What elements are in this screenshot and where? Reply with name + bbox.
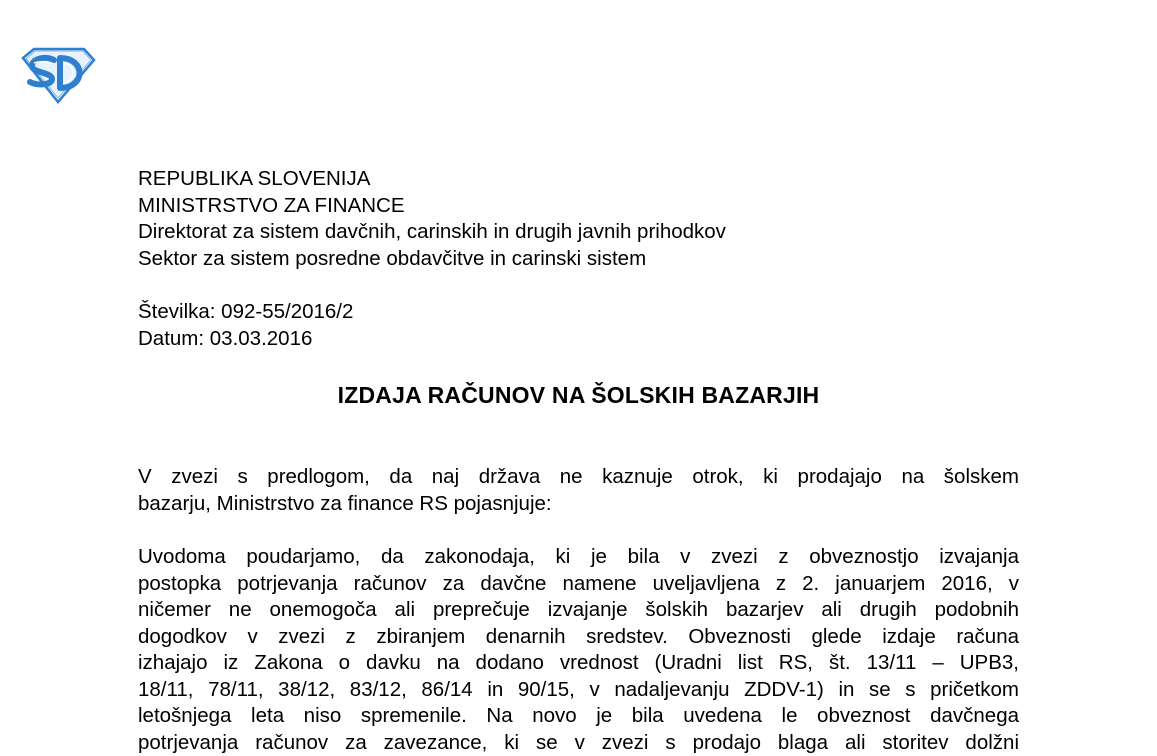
paragraph-main: [138, 544, 1019, 756]
document-number: Številka: 092-55/2016/2: [138, 299, 1019, 326]
document-title: IZDAJA RAČUNOV NA ŠOLSKIH BAZARJIH: [138, 381, 1019, 409]
paragraph-line: dogodkov v zvezi z zbiranjem denarnih sredstev. Obveznosti glede izdaje računa: [138, 624, 1019, 651]
header-ministry: MINISTRSTVO ZA FINANCE: [138, 193, 1019, 220]
paragraph-line: postopka potrjevanja računov za davčne namene uveljavljena z 2. januarjem 2016, v: [138, 571, 1019, 598]
paragraph-line: Uvodoma poudarjamo, da zakonodaja, ki je bila v zvezi z obveznostjo izvajanja: [138, 544, 1019, 571]
document-body: [138, 166, 1019, 756]
paragraph-line: ničemer ne onemogoča ali preprečuje izvajanje šolskih bazarjev ali drugih podobnih: [138, 597, 1019, 624]
paragraph-intro: [138, 464, 1019, 517]
header-republic: REPUBLIKA SLOVENIJA: [138, 166, 1019, 193]
paragraph-line: izhajajo iz Zakona o davku na dodano vrednost (Uradni list RS, št. 13/11 – UPB3,: [138, 650, 1019, 677]
paragraph-line: letošnjega leta niso spremenile. Na novo je bila uvedena le obveznost davčnega: [138, 703, 1019, 730]
sd-emblem-icon: [20, 46, 96, 104]
paragraph-line: V zvezi s predlogom, da naj država ne kaznuje otrok, ki prodajajo na šolskem: [138, 464, 1019, 491]
paragraph-line: bazarju, Ministrstvo za finance RS pojasnjuje:: [138, 491, 1019, 518]
paragraph-line: 18/11, 78/11, 38/12, 83/12, 86/14 in 90/15, v nadaljevanju ZDDV-1) in se s pričetkom: [138, 677, 1019, 704]
header-directorate: Direktorat za sistem davčnih, carinskih in drugih javnih prihodkov: [138, 219, 1019, 246]
header-sector: Sektor za sistem posredne obdavčitve in carinski sistem: [138, 246, 1019, 273]
document-date: Datum: 03.03.2016: [138, 326, 1019, 353]
paragraph-line: potrjevanja računov za zavezance, ki se v zvezi s prodajo blaga ali storitev dolžni: [138, 730, 1019, 756]
